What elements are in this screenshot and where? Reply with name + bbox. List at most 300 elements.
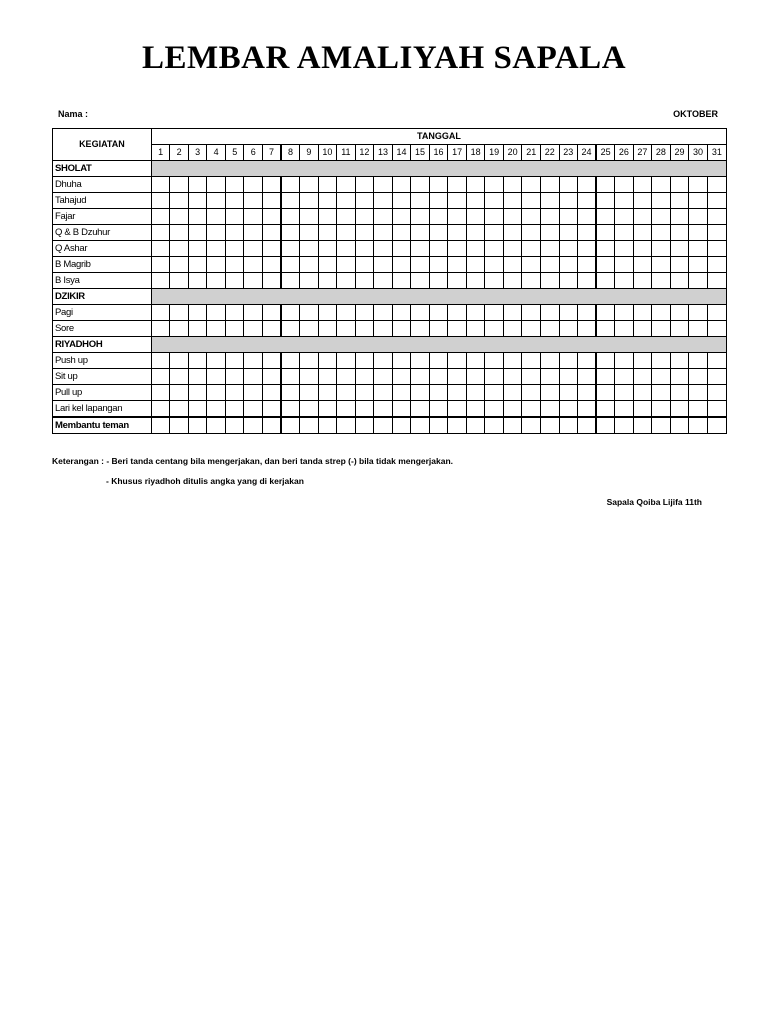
check-cell[interactable] [318,401,337,418]
check-cell[interactable] [559,225,578,241]
check-cell[interactable] [355,321,374,337]
check-cell[interactable] [540,369,559,385]
check-cell[interactable] [485,177,504,193]
check-cell[interactable] [281,385,300,401]
check-cell[interactable] [707,353,726,369]
check-cell[interactable] [300,193,319,209]
check-cell[interactable] [448,257,467,273]
check-cell[interactable] [225,193,244,209]
check-cell[interactable] [244,241,263,257]
check-cell[interactable] [170,417,189,434]
check-cell[interactable] [633,225,652,241]
check-cell[interactable] [170,401,189,418]
check-cell[interactable] [429,401,448,418]
check-cell[interactable] [596,369,615,385]
check-cell[interactable] [318,417,337,434]
check-cell[interactable] [578,401,597,418]
check-cell[interactable] [503,321,522,337]
check-cell[interactable] [448,193,467,209]
check-cell[interactable] [318,257,337,273]
check-cell[interactable] [300,257,319,273]
check-cell[interactable] [670,257,689,273]
check-cell[interactable] [374,193,393,209]
check-cell[interactable] [244,369,263,385]
check-cell[interactable] [151,401,170,418]
check-cell[interactable] [652,385,671,401]
check-cell[interactable] [615,193,634,209]
check-cell[interactable] [318,225,337,241]
check-cell[interactable] [170,273,189,289]
check-cell[interactable] [300,353,319,369]
check-cell[interactable] [281,417,300,434]
check-cell[interactable] [374,209,393,225]
check-cell[interactable] [707,305,726,321]
check-cell[interactable] [374,417,393,434]
check-cell[interactable] [485,321,504,337]
check-cell[interactable] [503,305,522,321]
check-cell[interactable] [244,177,263,193]
check-cell[interactable] [429,209,448,225]
check-cell[interactable] [615,401,634,418]
check-cell[interactable] [392,257,411,273]
check-cell[interactable] [689,321,708,337]
check-cell[interactable] [578,385,597,401]
check-cell[interactable] [188,353,207,369]
check-cell[interactable] [151,305,170,321]
check-cell[interactable] [503,193,522,209]
check-cell[interactable] [522,321,541,337]
check-cell[interactable] [411,257,430,273]
check-cell[interactable] [429,273,448,289]
check-cell[interactable] [374,241,393,257]
check-cell[interactable] [151,417,170,434]
check-cell[interactable] [244,305,263,321]
check-cell[interactable] [485,385,504,401]
check-cell[interactable] [244,385,263,401]
check-cell[interactable] [337,417,356,434]
check-cell[interactable] [670,369,689,385]
check-cell[interactable] [392,193,411,209]
check-cell[interactable] [392,385,411,401]
check-cell[interactable] [448,305,467,321]
check-cell[interactable] [411,369,430,385]
check-cell[interactable] [188,257,207,273]
check-cell[interactable] [707,321,726,337]
check-cell[interactable] [355,209,374,225]
check-cell[interactable] [355,417,374,434]
check-cell[interactable] [207,241,226,257]
check-cell[interactable] [522,209,541,225]
check-cell[interactable] [559,385,578,401]
check-cell[interactable] [540,305,559,321]
check-cell[interactable] [485,273,504,289]
check-cell[interactable] [429,321,448,337]
check-cell[interactable] [281,209,300,225]
check-cell[interactable] [540,417,559,434]
check-cell[interactable] [151,353,170,369]
check-cell[interactable] [225,177,244,193]
check-cell[interactable] [225,385,244,401]
check-cell[interactable] [652,305,671,321]
check-cell[interactable] [540,209,559,225]
check-cell[interactable] [337,305,356,321]
check-cell[interactable] [188,177,207,193]
check-cell[interactable] [318,177,337,193]
check-cell[interactable] [689,417,708,434]
check-cell[interactable] [151,241,170,257]
check-cell[interactable] [596,321,615,337]
check-cell[interactable] [151,273,170,289]
check-cell[interactable] [503,401,522,418]
check-cell[interactable] [318,369,337,385]
check-cell[interactable] [151,193,170,209]
check-cell[interactable] [615,321,634,337]
check-cell[interactable] [225,417,244,434]
check-cell[interactable] [559,193,578,209]
check-cell[interactable] [652,417,671,434]
check-cell[interactable] [300,369,319,385]
check-cell[interactable] [485,369,504,385]
check-cell[interactable] [689,257,708,273]
check-cell[interactable] [411,177,430,193]
check-cell[interactable] [707,257,726,273]
check-cell[interactable] [596,305,615,321]
check-cell[interactable] [263,305,282,321]
check-cell[interactable] [207,273,226,289]
check-cell[interactable] [633,369,652,385]
check-cell[interactable] [281,401,300,418]
check-cell[interactable] [355,193,374,209]
check-cell[interactable] [633,305,652,321]
check-cell[interactable] [670,225,689,241]
check-cell[interactable] [466,321,485,337]
check-cell[interactable] [225,273,244,289]
check-cell[interactable] [689,193,708,209]
check-cell[interactable] [540,177,559,193]
check-cell[interactable] [578,257,597,273]
check-cell[interactable] [170,241,189,257]
check-cell[interactable] [448,417,467,434]
check-cell[interactable] [151,209,170,225]
check-cell[interactable] [633,321,652,337]
check-cell[interactable] [485,225,504,241]
check-cell[interactable] [411,273,430,289]
check-cell[interactable] [578,305,597,321]
check-cell[interactable] [448,369,467,385]
check-cell[interactable] [540,401,559,418]
check-cell[interactable] [374,257,393,273]
check-cell[interactable] [263,273,282,289]
check-cell[interactable] [355,353,374,369]
check-cell[interactable] [225,257,244,273]
check-cell[interactable] [300,225,319,241]
check-cell[interactable] [318,241,337,257]
check-cell[interactable] [207,417,226,434]
check-cell[interactable] [559,401,578,418]
check-cell[interactable] [170,305,189,321]
check-cell[interactable] [540,353,559,369]
check-cell[interactable] [392,321,411,337]
check-cell[interactable] [633,401,652,418]
check-cell[interactable] [337,225,356,241]
check-cell[interactable] [411,417,430,434]
check-cell[interactable] [485,257,504,273]
check-cell[interactable] [596,417,615,434]
check-cell[interactable] [522,273,541,289]
check-cell[interactable] [318,273,337,289]
check-cell[interactable] [633,241,652,257]
check-cell[interactable] [170,385,189,401]
check-cell[interactable] [689,225,708,241]
check-cell[interactable] [578,353,597,369]
check-cell[interactable] [485,241,504,257]
check-cell[interactable] [392,225,411,241]
check-cell[interactable] [281,305,300,321]
check-cell[interactable] [188,385,207,401]
check-cell[interactable] [374,225,393,241]
check-cell[interactable] [207,353,226,369]
check-cell[interactable] [633,193,652,209]
check-cell[interactable] [188,321,207,337]
check-cell[interactable] [337,385,356,401]
check-cell[interactable] [522,193,541,209]
check-cell[interactable] [615,273,634,289]
check-cell[interactable] [689,401,708,418]
check-cell[interactable] [466,241,485,257]
check-cell[interactable] [670,241,689,257]
check-cell[interactable] [318,353,337,369]
check-cell[interactable] [300,417,319,434]
check-cell[interactable] [559,353,578,369]
check-cell[interactable] [263,225,282,241]
check-cell[interactable] [522,369,541,385]
check-cell[interactable] [633,257,652,273]
check-cell[interactable] [559,177,578,193]
check-cell[interactable] [411,209,430,225]
check-cell[interactable] [188,225,207,241]
check-cell[interactable] [225,241,244,257]
check-cell[interactable] [300,273,319,289]
check-cell[interactable] [540,385,559,401]
check-cell[interactable] [503,385,522,401]
check-cell[interactable] [596,225,615,241]
check-cell[interactable] [540,257,559,273]
check-cell[interactable] [466,257,485,273]
check-cell[interactable] [615,369,634,385]
check-cell[interactable] [652,273,671,289]
check-cell[interactable] [281,353,300,369]
check-cell[interactable] [670,321,689,337]
check-cell[interactable] [578,241,597,257]
check-cell[interactable] [707,177,726,193]
check-cell[interactable] [151,177,170,193]
check-cell[interactable] [207,209,226,225]
check-cell[interactable] [578,177,597,193]
check-cell[interactable] [652,369,671,385]
check-cell[interactable] [188,241,207,257]
check-cell[interactable] [151,369,170,385]
check-cell[interactable] [707,225,726,241]
check-cell[interactable] [411,321,430,337]
check-cell[interactable] [281,177,300,193]
check-cell[interactable] [337,241,356,257]
check-cell[interactable] [318,193,337,209]
check-cell[interactable] [448,385,467,401]
check-cell[interactable] [300,177,319,193]
check-cell[interactable] [503,417,522,434]
check-cell[interactable] [652,209,671,225]
check-cell[interactable] [485,305,504,321]
check-cell[interactable] [448,273,467,289]
check-cell[interactable] [188,273,207,289]
check-cell[interactable] [466,353,485,369]
check-cell[interactable] [355,385,374,401]
check-cell[interactable] [448,321,467,337]
check-cell[interactable] [707,369,726,385]
check-cell[interactable] [225,353,244,369]
check-cell[interactable] [466,401,485,418]
check-cell[interactable] [596,257,615,273]
check-cell[interactable] [170,209,189,225]
check-cell[interactable] [615,385,634,401]
check-cell[interactable] [596,273,615,289]
check-cell[interactable] [466,369,485,385]
check-cell[interactable] [689,369,708,385]
check-cell[interactable] [355,273,374,289]
check-cell[interactable] [578,417,597,434]
check-cell[interactable] [559,209,578,225]
check-cell[interactable] [522,305,541,321]
check-cell[interactable] [374,353,393,369]
check-cell[interactable] [466,193,485,209]
check-cell[interactable] [707,241,726,257]
check-cell[interactable] [281,273,300,289]
check-cell[interactable] [337,353,356,369]
check-cell[interactable] [615,417,634,434]
check-cell[interactable] [503,369,522,385]
check-cell[interactable] [188,193,207,209]
check-cell[interactable] [263,177,282,193]
check-cell[interactable] [170,177,189,193]
check-cell[interactable] [652,401,671,418]
check-cell[interactable] [448,353,467,369]
check-cell[interactable] [596,241,615,257]
check-cell[interactable] [503,273,522,289]
check-cell[interactable] [485,417,504,434]
check-cell[interactable] [670,385,689,401]
check-cell[interactable] [689,273,708,289]
check-cell[interactable] [300,241,319,257]
check-cell[interactable] [392,401,411,418]
check-cell[interactable] [522,241,541,257]
check-cell[interactable] [281,321,300,337]
check-cell[interactable] [466,417,485,434]
check-cell[interactable] [392,305,411,321]
check-cell[interactable] [540,273,559,289]
check-cell[interactable] [652,193,671,209]
check-cell[interactable] [689,385,708,401]
check-cell[interactable] [374,385,393,401]
check-cell[interactable] [207,401,226,418]
check-cell[interactable] [244,273,263,289]
check-cell[interactable] [429,241,448,257]
check-cell[interactable] [559,241,578,257]
check-cell[interactable] [244,417,263,434]
check-cell[interactable] [207,385,226,401]
check-cell[interactable] [263,401,282,418]
check-cell[interactable] [540,241,559,257]
check-cell[interactable] [670,353,689,369]
check-cell[interactable] [485,401,504,418]
check-cell[interactable] [411,193,430,209]
check-cell[interactable] [633,177,652,193]
check-cell[interactable] [244,225,263,241]
check-cell[interactable] [355,369,374,385]
check-cell[interactable] [633,273,652,289]
check-cell[interactable] [485,209,504,225]
check-cell[interactable] [540,321,559,337]
check-cell[interactable] [707,193,726,209]
check-cell[interactable] [559,305,578,321]
check-cell[interactable] [466,225,485,241]
check-cell[interactable] [244,193,263,209]
check-cell[interactable] [559,369,578,385]
check-cell[interactable] [207,225,226,241]
check-cell[interactable] [615,209,634,225]
check-cell[interactable] [411,225,430,241]
check-cell[interactable] [300,321,319,337]
check-cell[interactable] [263,321,282,337]
check-cell[interactable] [355,401,374,418]
check-cell[interactable] [392,369,411,385]
check-cell[interactable] [355,225,374,241]
check-cell[interactable] [503,209,522,225]
check-cell[interactable] [355,257,374,273]
check-cell[interactable] [633,417,652,434]
check-cell[interactable] [263,417,282,434]
check-cell[interactable] [429,305,448,321]
check-cell[interactable] [225,305,244,321]
check-cell[interactable] [429,369,448,385]
check-cell[interactable] [596,177,615,193]
check-cell[interactable] [670,273,689,289]
check-cell[interactable] [337,401,356,418]
check-cell[interactable] [355,241,374,257]
check-cell[interactable] [392,353,411,369]
check-cell[interactable] [337,209,356,225]
check-cell[interactable] [503,257,522,273]
check-cell[interactable] [225,369,244,385]
check-cell[interactable] [578,193,597,209]
check-cell[interactable] [263,385,282,401]
check-cell[interactable] [318,321,337,337]
check-cell[interactable] [466,385,485,401]
check-cell[interactable] [188,401,207,418]
check-cell[interactable] [503,241,522,257]
check-cell[interactable] [448,401,467,418]
check-cell[interactable] [188,209,207,225]
check-cell[interactable] [633,385,652,401]
check-cell[interactable] [281,369,300,385]
check-cell[interactable] [522,257,541,273]
check-cell[interactable] [578,209,597,225]
check-cell[interactable] [559,417,578,434]
check-cell[interactable] [300,385,319,401]
check-cell[interactable] [170,257,189,273]
check-cell[interactable] [448,225,467,241]
check-cell[interactable] [207,177,226,193]
check-cell[interactable] [337,369,356,385]
